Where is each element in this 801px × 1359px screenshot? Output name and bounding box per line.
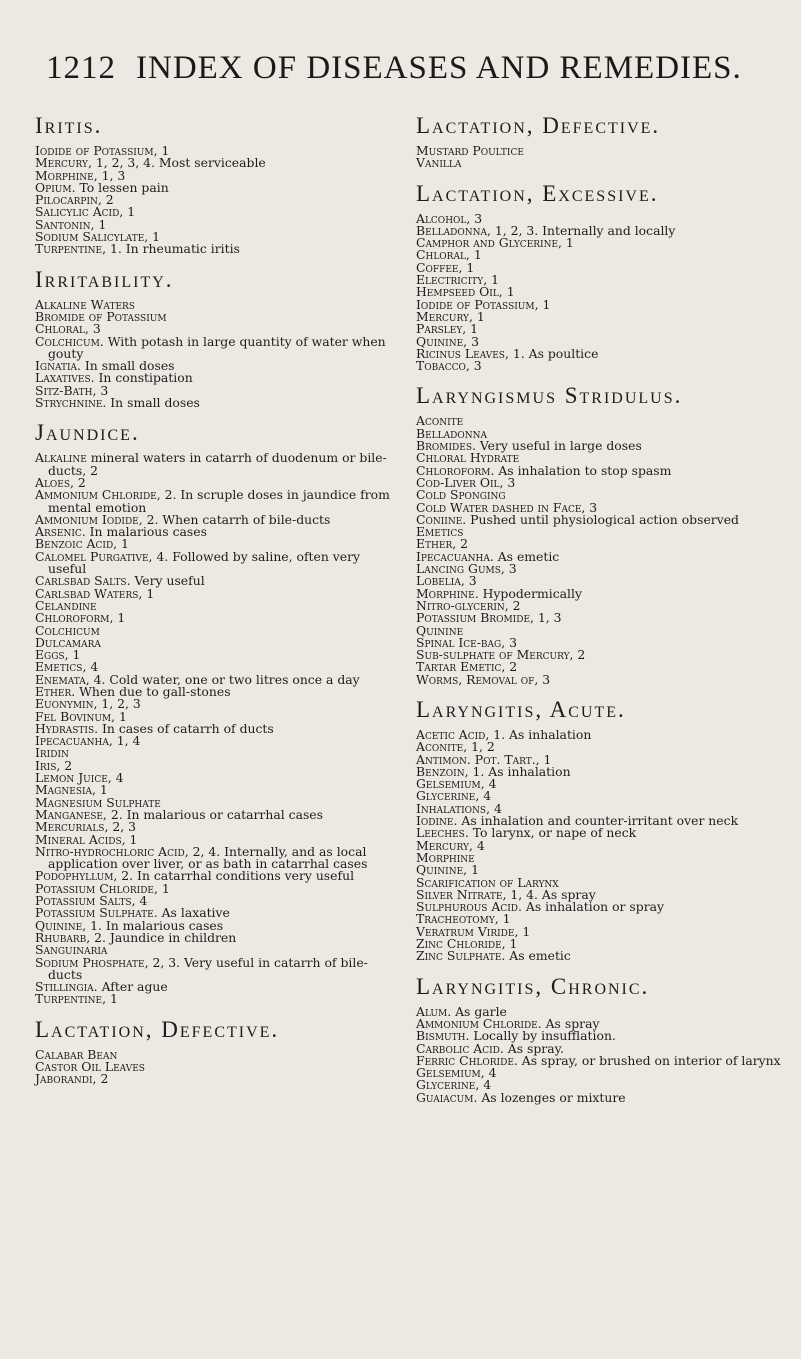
remedy-note: 3 (467, 333, 479, 349)
remedy-name: Bromide of Potassium (35, 308, 167, 324)
remedy-name: Alcohol, (416, 210, 471, 226)
section-heading: Laryngismus Stridulus. (416, 383, 683, 409)
remedy-note: 1 (95, 782, 108, 798)
remedy-name: Alkaline Waters (35, 296, 135, 312)
remedy-note: As inhalation to stop spasm (494, 462, 672, 478)
remedy-note: 3 (538, 671, 551, 687)
remedy-name: Iris, (35, 757, 61, 773)
remedy-name: Calomel Purgative, (35, 548, 153, 564)
remedy-name: Colchicum. (35, 333, 104, 349)
remedy-name: Eggs, (35, 647, 69, 663)
remedy-name: Zinc Sulphate. (416, 948, 506, 964)
index-entry (416, 612, 786, 624)
remedy-note: Locally by insufflation. (469, 1028, 616, 1044)
remedy-note: 1 (142, 585, 155, 601)
remedy-name: Potassium Chloride, (35, 880, 158, 896)
remedy-name: Zinc Chloride, (416, 936, 506, 952)
section-heading: Irritability. (35, 266, 174, 292)
remedy-note: 4 (479, 1077, 492, 1093)
section-heading: Lactation, Defective. (35, 1016, 280, 1042)
remedy-name: Turpentine, (35, 991, 107, 1007)
index-section (416, 696, 786, 963)
remedy-name: Vanilla (416, 155, 462, 171)
index-entry (416, 360, 786, 372)
remedy-note: 1 (148, 229, 161, 245)
index-entry (35, 954, 390, 982)
index-entry (35, 843, 390, 872)
remedy-note: 2. In scruple doses in jaundice from mental emotion (48, 487, 390, 515)
remedy-name: Glycerine, (416, 1077, 480, 1093)
remedy-note: As lozenges or mixture (477, 1089, 626, 1105)
remedy-name: Iodide of Potassium, (35, 143, 158, 158)
remedy-name: Colchicum (35, 622, 100, 638)
remedy-note: In small doses (106, 395, 200, 411)
remedy-name: Celandine (35, 597, 97, 613)
remedy-note: As emetic (493, 548, 560, 564)
remedy-name: Ammonium Chloride. (416, 1015, 542, 1031)
remedy-note: 2 (508, 597, 521, 613)
page-number: 1212 (46, 50, 116, 86)
remedy-note: In cases of catarrh of ducts (98, 720, 274, 736)
remedy-note: 1. In malarious cases (86, 917, 224, 933)
remedy-name: Parsley, (416, 321, 467, 337)
remedy-note: Very useful (130, 573, 205, 589)
remedy-name: Nitro-hydrochloric Acid, (35, 843, 189, 859)
remedy-name: Euonymin, (35, 696, 98, 712)
remedy-note: 2. When catarrh of bile-ducts (142, 511, 331, 527)
remedy-name: Aconite, (416, 739, 468, 755)
remedy-note: 2, 4. Internally, and as local application over liver, or as bath in catarrhal cases (48, 843, 368, 872)
remedy-name: Potassium Sulphate. (35, 905, 158, 921)
remedy-name: Chloral Hydrate (416, 450, 520, 466)
index-section (35, 266, 390, 410)
index-entry (35, 1073, 390, 1085)
index-entry (35, 993, 390, 1005)
index-entry (416, 1089, 786, 1105)
remedy-note: 4 (490, 800, 502, 816)
remedy-name: Cold Sponging (416, 487, 506, 503)
index-entry (416, 950, 786, 962)
remedy-note: mineral waters in catarrh of duodenum or bile-ducts, 2 (48, 450, 387, 478)
remedy-note: 3 (88, 321, 101, 337)
remedy-name: Chloroform. (416, 462, 495, 478)
remedy-name: Camphor and Glycerine, (416, 235, 562, 251)
index-section (35, 1016, 390, 1086)
remedy-note: 1 (125, 831, 138, 847)
remedy-note: 3 (96, 382, 109, 398)
remedy-name: Quinine, (416, 333, 468, 349)
remedy-note: 2, 3. Very useful in catarrh of bile-ducts (48, 954, 368, 982)
remedy-name: Sulphurous Acid. (416, 899, 522, 915)
remedy-note: 4 (479, 788, 492, 804)
remedy-note: 2 (505, 659, 518, 675)
index-entry (416, 671, 786, 687)
remedy-note: 1 (462, 259, 475, 275)
remedy-name: Antimon. Pot. Tart., (416, 751, 540, 767)
remedy-note: 3 (504, 561, 517, 577)
remedy-note: 1 (487, 272, 499, 288)
remedy-name: Iodide of Potassium, (416, 296, 539, 312)
remedy-note: As emetic (505, 948, 571, 964)
remedy-name: Ricinus Leaves, (416, 345, 509, 361)
remedy-note: 4. Followed by saline, often very useful (48, 548, 361, 577)
remedy-name: Emetics, (35, 659, 87, 675)
index-entry (416, 526, 786, 538)
remedy-note: 1 (518, 923, 531, 939)
remedy-name: Bromides. (416, 438, 476, 454)
remedy-name: Quinine (416, 622, 464, 638)
remedy-name: Gelsemium, (416, 1065, 485, 1081)
remedy-note: 1. As inhalation (489, 726, 592, 742)
remedy-name: Strychnine. (35, 395, 107, 411)
remedy-name: Sanguinaria (35, 942, 108, 958)
remedy-note: 2, 3 (108, 819, 137, 835)
section-heading: Iritis. (35, 113, 103, 138)
remedy-name: Worms, Removal of, (416, 671, 539, 687)
remedy-note: With potash in large quantity of water when gouty (48, 333, 386, 361)
index-section (416, 973, 786, 1104)
remedy-note: 2 (96, 1071, 109, 1087)
remedy-name: Aconite (416, 413, 464, 429)
remedy-name: Leeches. (416, 825, 469, 841)
remedy-note: 1, 4. As spray (506, 886, 596, 902)
remedy-name: Chloroform, (35, 610, 114, 626)
section-heading: Jaundice. (35, 420, 140, 446)
remedy-note: 3 (464, 573, 477, 589)
remedy-note: As spray. (503, 1040, 564, 1056)
index-entry (35, 735, 390, 747)
remedy-note: As inhalation or spray (521, 899, 665, 915)
index-entry (35, 397, 390, 409)
remedy-note: 1 (113, 610, 126, 626)
remedy-name: Turpentine, (35, 241, 107, 257)
remedy-name: Ammonium Iodide, (35, 511, 143, 527)
remedy-note: After ague (97, 979, 168, 995)
remedy-name: Rhubarb, (35, 929, 91, 945)
remedy-note: 1 (94, 216, 107, 232)
index-entry (35, 548, 390, 577)
remedy-note: 1 (467, 862, 479, 878)
remedy-note: 1 (469, 247, 482, 263)
remedy-note: To larynx, or nape of neck (468, 825, 637, 841)
remedy-note: 2 (101, 192, 114, 208)
index-section (35, 112, 390, 256)
remedy-name: Fel Bovinum, (35, 708, 116, 724)
remedy-note: 1 (117, 536, 129, 552)
remedy-note: 2 (73, 474, 86, 490)
remedy-name: Chloral, (35, 321, 89, 337)
remedy-note: 1, 3 (533, 610, 562, 626)
page-header (46, 50, 786, 87)
right-column (416, 112, 786, 1114)
remedy-name: Sub-sulphate of Mercury, (416, 647, 574, 663)
remedy-note: 1 (68, 647, 81, 663)
remedy-note: As garle (451, 1003, 507, 1019)
remedy-note: As inhalation and counter-irritant over neck (457, 813, 739, 829)
remedy-note: 1 (502, 284, 515, 300)
remedy-note: 1 (472, 308, 485, 324)
remedy-note: 1 (538, 296, 551, 312)
remedy-name: Sodium Salicylate, (35, 229, 149, 245)
remedy-name: Ipecacuanha. (416, 548, 494, 564)
remedy-note: 2 (573, 647, 586, 663)
remedy-name: Coniine. (416, 511, 467, 527)
remedy-note: Pushed until physiological action observed (466, 511, 739, 527)
index-entry (35, 452, 390, 477)
remedy-name: Ignatia. (35, 358, 81, 374)
remedy-name: Quinine, (35, 917, 87, 933)
remedy-name: Aloes, (35, 474, 74, 490)
remedy-note: 1. As inhalation (468, 763, 571, 779)
remedy-name: Coffee, (416, 259, 463, 275)
index-section (416, 180, 786, 373)
remedy-name: Mercury, (416, 308, 473, 324)
remedy-name: Manganese, (35, 806, 107, 822)
remedy-name: Stillingia. (35, 979, 98, 995)
remedy-name: Spinal Ice-bag, (416, 634, 506, 650)
index-entry (35, 747, 390, 759)
remedy-name: Bismuth. (416, 1028, 470, 1044)
remedy-name: Morphine, (35, 167, 98, 183)
remedy-note: 1 (498, 911, 511, 927)
remedy-name: Chloral, (416, 247, 470, 263)
section-heading: Lactation, Excessive. (416, 180, 659, 206)
remedy-name: Magnesia, (35, 782, 96, 798)
section-heading: Laryngitis, Acute. (416, 696, 626, 722)
remedy-note: In malarious cases (85, 524, 207, 540)
remedy-name: Mercurials, (35, 819, 109, 835)
remedy-name: Salicylic Acid, (35, 204, 124, 220)
remedy-name: Carbolic Acid. (416, 1040, 504, 1056)
remedy-name: Glycerine, (416, 788, 480, 804)
remedy-name: Veratrum Viride, (416, 923, 519, 939)
remedy-name: Acetic Acid, (416, 726, 490, 742)
remedy-note: 1 (561, 235, 574, 251)
remedy-name: Ipecacuanha, (35, 733, 113, 749)
remedy-name: Belladonna (416, 425, 487, 441)
remedy-note: 4 (484, 1065, 497, 1081)
remedy-note: 1, 3 (97, 167, 126, 183)
remedy-note: As laxative (157, 905, 230, 921)
remedy-name: Jaborandi, (35, 1071, 97, 1087)
remedy-name: Podophyllum, (35, 868, 118, 884)
remedy-note: 1, 2, 3. Internally and locally (490, 222, 676, 238)
remedy-name: Guaiacum. (416, 1089, 478, 1105)
remedy-name: Ammonium Chloride, (35, 487, 161, 503)
remedy-note: As spray, or brushed on interior of larynx (517, 1052, 781, 1068)
remedy-name: Opium. (35, 179, 76, 195)
remedy-name: Ether, (416, 536, 457, 552)
running-title: INDEX OF DISEASES AND REMEDIES. (136, 50, 742, 86)
remedy-name: Scarification of Larynx (416, 874, 559, 890)
remedy-name: Quinine, (416, 862, 468, 878)
remedy-name: Nitro-glycerin, (416, 597, 509, 613)
remedy-note: 2. In malarious or catarrhal cases (106, 806, 324, 822)
remedy-name: Castor Oil Leaves (35, 1059, 145, 1074)
remedy-note: 1, 2, 3 (97, 696, 141, 712)
remedy-note: 3 (469, 358, 482, 374)
remedy-name: Gelsemium, (416, 776, 485, 792)
remedy-note: 4 (484, 776, 497, 792)
section-heading: Laryngitis, Chronic. (416, 973, 650, 999)
remedy-name: Silver Nitrate, (416, 886, 507, 902)
remedy-name: Arsenic. (35, 524, 86, 540)
remedy-note: 1, 2 (467, 739, 495, 755)
remedy-name: Benzoic Acid, (35, 536, 118, 552)
remedy-note: Very useful in large doses (475, 438, 642, 454)
remedy-name: Iridin (35, 745, 69, 761)
remedy-name: Mustard Poultice (416, 143, 524, 158)
remedy-name: Ferric Chloride. (416, 1052, 518, 1068)
remedy-name: Potassium Bromide, (416, 610, 534, 626)
section-heading: Lactation, Defective. (416, 113, 661, 138)
remedy-note: 1 (106, 991, 118, 1007)
remedy-name: Enemata, (35, 671, 90, 687)
remedy-note: 1. In rheumatic iritis (106, 241, 240, 257)
remedy-name: Alkaline (35, 450, 87, 466)
index-section (35, 419, 390, 1005)
remedy-name: Sodium Phosphate, (35, 954, 149, 970)
index-entry (35, 489, 390, 514)
remedy-note: 1 (466, 321, 479, 337)
remedy-note: 4 (111, 770, 124, 786)
remedy-name: Tartar Emetic, (416, 659, 506, 675)
remedy-name: Laxatives. (35, 370, 95, 386)
remedy-note: 2 (60, 757, 73, 773)
remedy-name: Hydrastis. (35, 720, 99, 736)
remedy-name: Ether. (35, 683, 76, 699)
index-section (416, 112, 786, 170)
remedy-name: Tracheotomy, (416, 911, 499, 927)
index-entry (35, 243, 390, 255)
remedy-note: To lessen pain (75, 179, 169, 195)
remedy-note: 3 (503, 474, 516, 490)
remedy-note: 1. As poultice (508, 345, 599, 361)
remedy-name: Pilocarpin, (35, 192, 102, 208)
remedy-name: Lobelia, (416, 573, 465, 589)
remedy-name: Cold Water dashed in Face, (416, 499, 586, 515)
remedy-name: Emetics (416, 524, 464, 540)
remedy-name: Mercury, (416, 837, 473, 853)
remedy-note: 3 (505, 634, 517, 650)
remedy-note: In small doses (80, 358, 175, 374)
remedy-note: 2. In catarrhal conditions very useful (117, 868, 355, 884)
remedy-name: Dulcamara (35, 634, 101, 650)
index-entry (35, 634, 390, 650)
remedy-note: When due to gall-stones (75, 683, 231, 699)
remedy-note: In constipation (94, 370, 193, 386)
remedy-name: Sitz-Bath, (35, 382, 97, 398)
index-entry (416, 511, 786, 527)
remedy-name: Benzoin, (416, 763, 469, 779)
remedy-name: Inhalations, (416, 800, 491, 816)
remedy-name: Lemon Juice, (35, 770, 112, 786)
remedy-note: 2. Jaundice in children (90, 929, 237, 945)
index-entry (35, 333, 390, 361)
index-entry (416, 145, 786, 157)
remedy-name: Cod-Liver Oil, (416, 474, 504, 490)
remedy-note: 1, 4 (112, 733, 141, 749)
remedy-note: 4 (86, 659, 99, 675)
remedy-name: Alum. (416, 1003, 452, 1019)
remedy-note: 1 (539, 751, 552, 767)
remedy-note: 2 (456, 536, 469, 552)
remedy-name: Mineral Acids, (35, 831, 126, 847)
remedy-note: 1 (123, 204, 136, 220)
left-column (35, 112, 390, 1096)
remedy-name: Carlsbad Waters, (35, 585, 143, 601)
remedy-note: 1 (505, 936, 518, 952)
index-entry (416, 157, 786, 169)
remedy-name: Carlsbad Salts. (35, 573, 131, 589)
remedy-note: 3 (470, 210, 483, 226)
remedy-note: 4 (135, 893, 148, 909)
remedy-name: Morphine (416, 849, 475, 865)
remedy-note: 1 (157, 880, 170, 896)
remedy-name: Calabar Bean (35, 1046, 118, 1062)
remedy-name: Morphine. (416, 585, 479, 601)
remedy-name: Iodine. (416, 813, 458, 829)
remedy-name: Lancing Gums, (416, 561, 505, 577)
remedy-note: 1 (115, 708, 127, 724)
remedy-name: Potassium Salts, (35, 893, 136, 909)
remedy-note: 4. Cold water, one or two litres once a day (89, 671, 360, 687)
remedy-name: Belladonna, (416, 222, 491, 238)
remedy-note: 4 (472, 837, 485, 853)
remedy-note: 3 (585, 499, 598, 515)
remedy-note: 1 (157, 143, 170, 158)
index-section (416, 382, 786, 686)
remedy-name: Magnesium Sulphate (35, 794, 161, 810)
remedy-note: Hypodermically (478, 585, 582, 601)
remedy-name: Santonin, (35, 216, 95, 232)
remedy-name: Hempseed Oil, (416, 284, 503, 300)
remedy-name: Mercury, (35, 155, 92, 171)
remedy-note: 1, 2, 3, 4. Most serviceable (91, 155, 266, 171)
remedy-name: Tobacco, (416, 358, 470, 374)
remedy-name: Electricity, (416, 272, 488, 288)
remedy-note: As spray (541, 1015, 600, 1031)
